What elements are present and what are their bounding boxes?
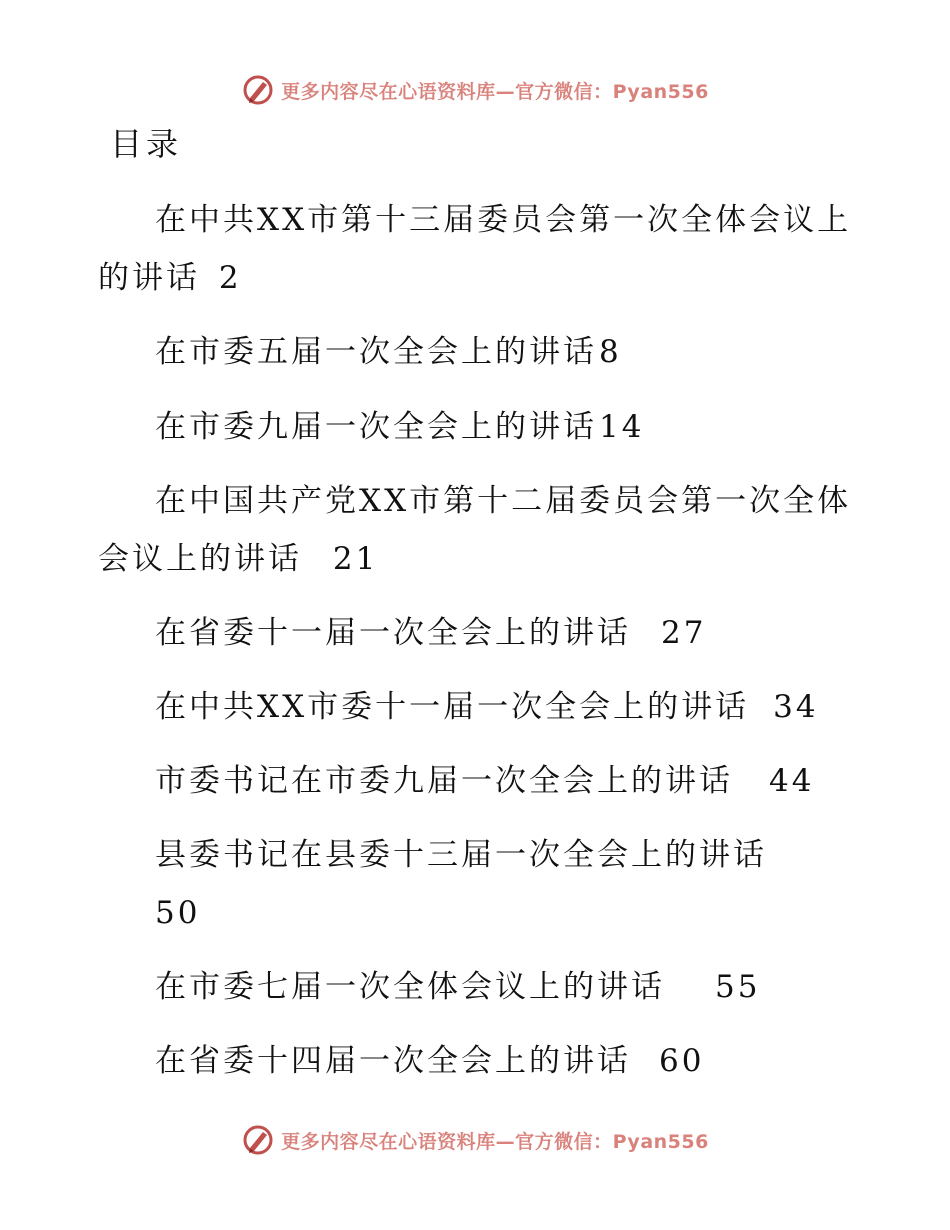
watermark-text: 更多内容尽在心语资料库—官方微信：Pyan556 — [281, 1130, 709, 1153]
header-watermark — [0, 70, 950, 110]
toc-entry-1-line1[interactable]: 在中共XX市第十三届委员会第一次全体会议上 — [155, 202, 852, 238]
toc-page-number: 50 — [155, 895, 201, 931]
toc-entry-3[interactable]: 在市委九届一次全会上的讲话14 — [155, 405, 644, 449]
toc-page-number: 21 — [332, 541, 379, 577]
toc-entry-10[interactable]: 在省委十四届一次全会上的讲话 60 — [155, 1039, 704, 1083]
watermark-text: 更多内容尽在心语资料库—官方微信：Pyan556 — [281, 80, 709, 103]
toc-entry-5[interactable]: 在省委十一届一次全会上的讲话 27 — [155, 611, 706, 655]
toc-entry-4-line2[interactable]: 会议上的讲话 21 — [98, 537, 378, 581]
toc-entry-8-page[interactable] — [155, 891, 200, 935]
toc-page-number: 34 — [773, 689, 819, 725]
toc-entry-2[interactable]: 在市委五届一次全会上的讲话8 — [155, 330, 622, 374]
toc-page-number: 14 — [599, 409, 645, 445]
footer-watermark — [0, 1120, 950, 1160]
toc-page-number: 44 — [769, 763, 815, 799]
toc-entry-7[interactable]: 市委书记在市委九届一次全会上的讲话 44 — [155, 759, 814, 803]
toc-page-number: 8 — [599, 334, 622, 370]
toc-entry-9[interactable]: 在市委七届一次全体会议上的讲话 55 — [155, 965, 760, 1009]
toc-entry-4-line1[interactable]: 在中国共产党XX市第十二届委员会第一次全体 — [155, 483, 852, 519]
page-title: 目录 — [110, 125, 183, 163]
pen-circle-logo-icon — [241, 73, 275, 107]
toc-page-number: 27 — [661, 615, 707, 651]
pen-circle-logo-icon — [241, 1123, 275, 1157]
toc-entry-6[interactable]: 在中共XX市委十一届一次全会上的讲话 34 — [155, 685, 819, 729]
toc-page-number: 60 — [659, 1043, 705, 1079]
toc-entry-8[interactable]: 县委书记在县委十三届一次全会上的讲话 — [155, 837, 767, 873]
toc-entry-1-line2[interactable]: 的讲话 2 — [98, 256, 242, 300]
toc-page-number: 55 — [715, 969, 761, 1005]
toc-page-number: 2 — [218, 260, 242, 296]
